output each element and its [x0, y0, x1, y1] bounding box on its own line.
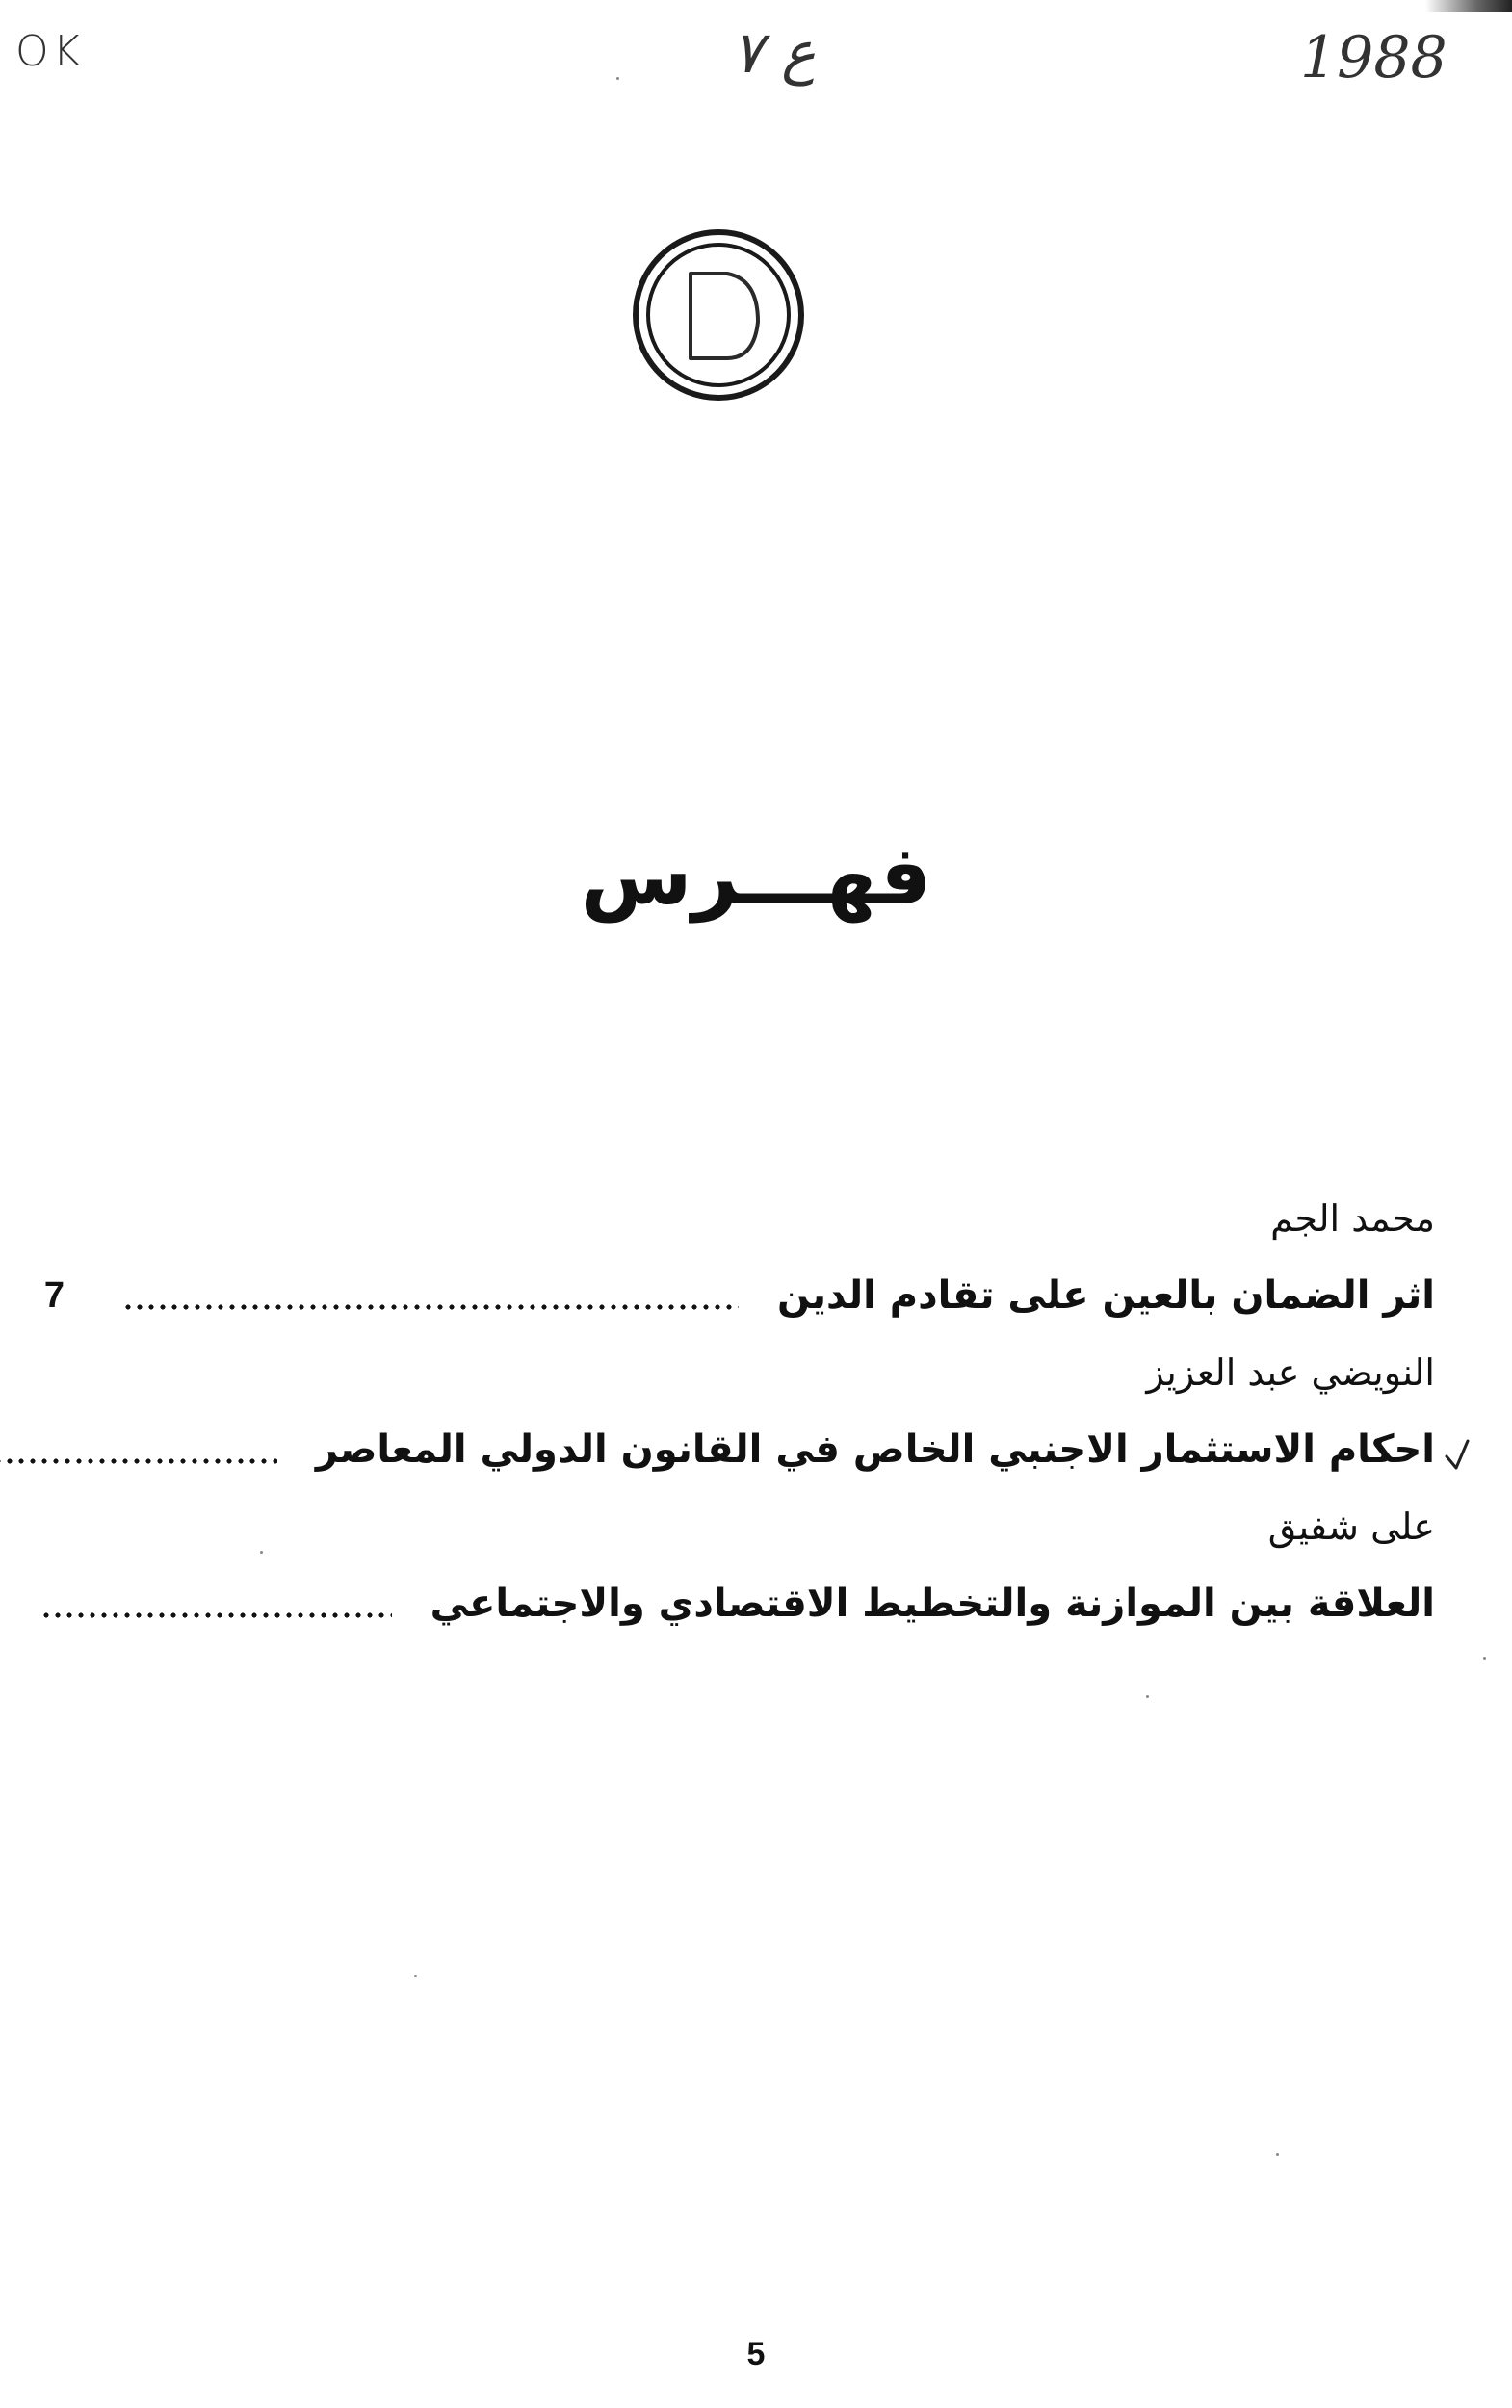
- entry-title: العلاقة بين الموازنة والتخطيط الاقتصادي والاجتماعي: [430, 1582, 1435, 1626]
- dot-leader: [0, 1430, 277, 1469]
- toc-entry: [87, 1406, 1435, 1493]
- handwritten-check-mark: [1443, 1435, 1472, 1474]
- scan-speck: [1483, 1657, 1486, 1660]
- scan-speck: [1146, 1695, 1149, 1698]
- dot-leader: [40, 1584, 392, 1623]
- entry-author: النويضي عبد العزيز: [1146, 1351, 1435, 1394]
- page-number: 5: [746, 2336, 766, 2372]
- entry-page-number: 7: [43, 1274, 65, 1316]
- library-stamp: [631, 227, 806, 403]
- entry-author: على شفيق: [1267, 1505, 1435, 1548]
- scan-speck: [260, 1551, 263, 1554]
- handwritten-code-note: ع ٧: [732, 19, 817, 87]
- handwritten-ok-note: OK: [15, 27, 85, 76]
- dot-leader: [122, 1276, 739, 1315]
- scan-edge-shadow: [1425, 0, 1512, 12]
- toc-entry: [87, 1560, 1435, 1647]
- toc-entry: [43, 1252, 1435, 1339]
- handwritten-year-note: 1988: [1300, 24, 1447, 92]
- scan-speck: [616, 77, 619, 80]
- table-of-contents-title: فهـــرس: [580, 828, 932, 923]
- entry-title: اثر الضمان بالعين على تقادم الدين: [777, 1273, 1435, 1318]
- entry-title: احكام الاستثمار الاجنبي الخاص في القانون الدولي المعاصر: [315, 1427, 1435, 1472]
- scan-speck: [1276, 2153, 1279, 2156]
- entry-author: محمد الجم: [1270, 1197, 1435, 1240]
- table-of-contents: [43, 1185, 1435, 1647]
- scan-speck: [414, 1975, 417, 1977]
